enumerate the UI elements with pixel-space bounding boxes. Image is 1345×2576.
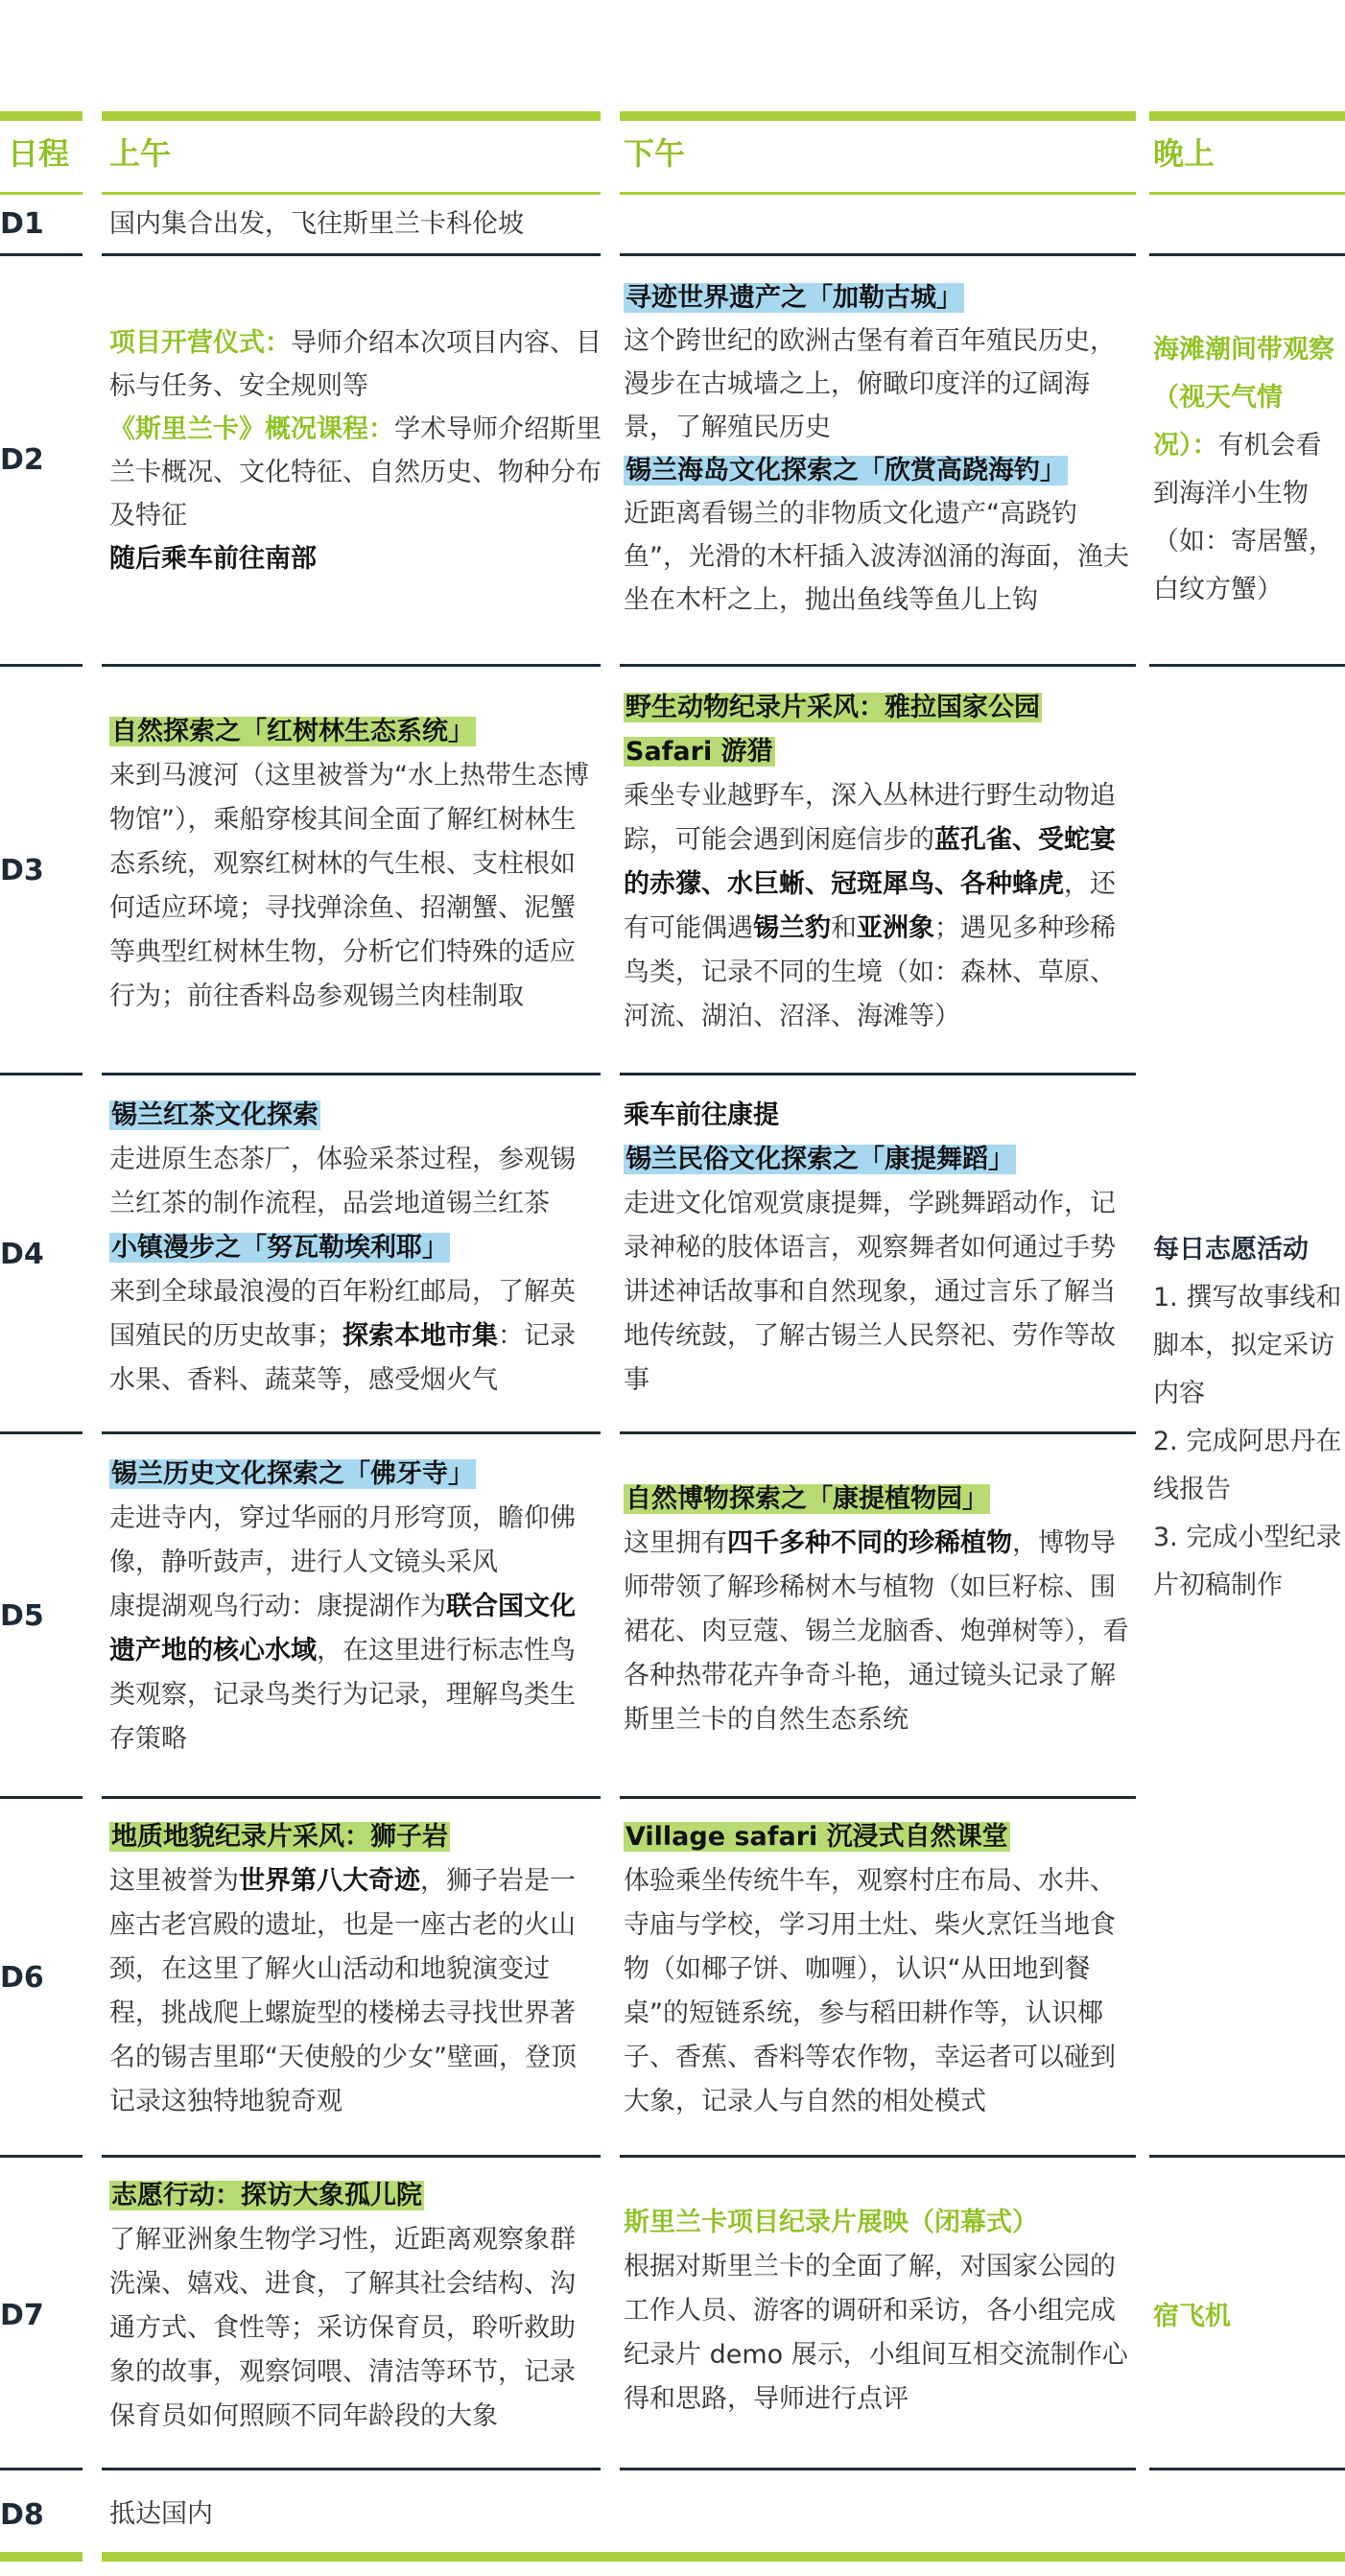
d2-am-title-3: 随后乘车前往南部 <box>109 544 317 574</box>
bottom-bar-day <box>0 2552 83 2562</box>
d2-am-title-2: 《斯里兰卡》概况课程： <box>109 414 394 444</box>
d6-morning <box>109 1815 601 2124</box>
d5-pm-heading: 自然博物探索之「康提植物园」 <box>625 1484 988 1514</box>
header-day: 日程 <box>8 135 70 172</box>
row-rule <box>102 664 601 667</box>
d3-pm-text-b: ，还有可能偶遇 <box>624 869 1116 943</box>
d5-am-heading: 锡兰历史文化探索之「佛牙寺」 <box>111 1459 474 1489</box>
day-label-d3: D3 <box>0 854 44 887</box>
row-rule <box>1149 2155 1345 2158</box>
d2-afternoon <box>624 276 1137 622</box>
day-label-d6: D6 <box>0 1961 44 1995</box>
d5-pm-text-a: 这里拥有 <box>624 1528 727 1558</box>
d2-pm-heading-2: 锡兰海岛文化探索之「欣赏高跷海钓」 <box>625 456 1066 485</box>
row-rule <box>1149 253 1345 256</box>
row-rule <box>102 2155 601 2158</box>
d4-am-heading-1: 锡兰红茶文化探索 <box>111 1100 319 1130</box>
d5-am-text-2b: ，在这里进行标志性鸟类观察，记录鸟类行为记录，理解鸟类生存策略 <box>109 1636 576 1754</box>
d6-am-text-a: 这里被誉为 <box>109 1866 239 1896</box>
d6-am-heading: 地质地貌纪录片采风：狮子岩 <box>111 1822 448 1852</box>
d3-am-heading: 自然探索之「红树林生态系统」 <box>111 717 474 746</box>
d3-pm-heading-2: Safari 游猎 <box>625 737 773 767</box>
d3-pm-text-d: ；遇见多种珍稀鸟类，记录不同的生境（如：森林、草原、河流、湖泊、沼泽、海滩等） <box>624 913 1116 1031</box>
row-rule <box>620 1073 1136 1075</box>
row-rule <box>620 2468 1136 2470</box>
header-underline-morning <box>102 192 601 195</box>
d3-am-text: 来到马渡河（这里被誉为“水上热带生态博物馆”），乘船穿梭其间全面了解红树林生态系统，观察红树林的气生根、支柱根如何适应环境；寻找弹涂鱼、招潮蟹、泥蟹等典型红树林生物，分析它们特殊的适应行为；前往香料岛参观锡兰肉桂制取 <box>109 761 589 1011</box>
header-top-bar-day <box>0 111 83 121</box>
d4-afternoon <box>624 1094 1137 1403</box>
d3-pm-heading-1: 野生动物纪录片采风：雅拉国家公园 <box>625 693 1040 722</box>
d2-am-title-1: 项目开营仪式： <box>109 328 291 358</box>
d3-afternoon <box>624 686 1137 1039</box>
d2-eve-body: 有机会看到海洋小生物（如：寄居蟹，白纹方蟹） <box>1153 431 1334 604</box>
row-rule <box>1149 2468 1345 2470</box>
header-underline-evening <box>1149 192 1345 195</box>
d6-am-bold-1: 世界第八大奇迹 <box>239 1866 420 1896</box>
d4-pm-heading: 锡兰民俗文化探索之「康提舞蹈」 <box>625 1145 1014 1174</box>
d6-pm-heading: Village safari 沉浸式自然课堂 <box>625 1822 1008 1852</box>
header-underline-afternoon <box>620 192 1136 195</box>
header-evening: 晚上 <box>1153 135 1215 172</box>
row-rule <box>620 2155 1136 2158</box>
d3-pm-bold-1: 蓝孔雀、受蛇宴的赤獴、水巨蜥、冠斑犀鸟、各种蜂虎 <box>624 825 1116 899</box>
row-rule <box>620 664 1136 667</box>
volunteer-item-2: 2. 完成阿思丹在线报告 <box>1153 1427 1342 1504</box>
d1-morning: 国内集合出发，飞往斯里兰卡科伦坡 <box>109 209 524 239</box>
row-rule <box>0 253 83 256</box>
day-label-d2: D2 <box>0 443 44 477</box>
row-rule <box>620 1431 1136 1434</box>
d8-morning: 抵达国内 <box>109 2499 213 2529</box>
d4-pm-title: 乘车前往康提 <box>624 1100 779 1130</box>
d7-am-heading: 志愿行动：探访大象孤儿院 <box>111 2181 422 2210</box>
day-label-d5: D5 <box>0 1599 44 1633</box>
day-label-d1: D1 <box>0 207 44 241</box>
d3-pm-text-c: 和 <box>831 913 857 943</box>
d6-am-text-b: ，狮子岩是一座古老宫殿的遗址，也是一座古老的火山颈，在这里了解火山活动和地貌演变过程，挑战爬上螺旋型的楼梯去寻找世界著名的锡吉里耶“天使般的少女”壁画，登顶记录这独特地貌奇观 <box>109 1866 577 2116</box>
d4-am-heading-2: 小镇漫步之「努瓦勒埃利耶」 <box>111 1233 448 1263</box>
row-rule <box>0 2468 83 2470</box>
row-rule <box>0 1073 83 1075</box>
d2-am-body-1: 导师介绍本次项目内容、目标与任务、安全规则等 <box>109 328 602 401</box>
d2-pm-heading-1: 寻迹世界遗产之「加勒古城」 <box>625 283 962 313</box>
header-afternoon: 下午 <box>624 135 686 172</box>
bottom-bar-content <box>102 2552 1345 2562</box>
d5-am-text-2a: 康提湖观鸟行动：康提湖作为 <box>109 1592 446 1621</box>
d6-afternoon <box>624 1815 1137 2124</box>
d2-morning <box>109 321 603 580</box>
d5-pm-bold-1: 四千多种不同的珍稀植物 <box>727 1528 1012 1558</box>
d7-morning <box>109 2174 601 2439</box>
d2-pm-text-2: 近距离看锡兰的非物质文化遗产“高跷钓鱼”，光滑的木杆插入波涛汹涌的海面，渔夫坐在木杆之上，抛出鱼线等鱼儿上钩 <box>624 499 1129 615</box>
volunteer-title: 每日志愿活动 <box>1153 1235 1309 1264</box>
d7-pm-title: 斯里兰卡项目纪录片展映（闭幕式） <box>624 2208 1038 2237</box>
day-label-d4: D4 <box>0 1238 44 1271</box>
row-rule <box>102 1073 601 1075</box>
d3-pm-bold-3: 亚洲象 <box>857 913 934 943</box>
header-morning: 上午 <box>109 135 172 172</box>
row-rule <box>0 664 83 667</box>
day-label-d7: D7 <box>0 2299 44 2332</box>
d4-am-text-2b: ：记录水果、香料、蔬菜等，感受烟火气 <box>109 1321 576 1395</box>
d7-evening <box>1153 2295 1335 2338</box>
d6-pm-text: 体验乘坐传统牛车，观察村庄布局、水井、寺庙与学校，学习用土灶、柴火烹饪当地食物（如椰子饼、咖喱），认识“从田地到餐桌”的短链系统，参与稻田耕作等，认识椰子、香蕉、香料等农作物，幸运者可以碰到大象，记录人与自然的相处模式 <box>624 1866 1116 2116</box>
d7-afternoon <box>624 2201 1137 2422</box>
d5-afternoon <box>624 1477 1137 1742</box>
row-rule <box>620 1796 1136 1799</box>
daily-volunteer <box>1153 1226 1343 1610</box>
volunteer-item-3: 3. 完成小型纪录片初稿制作 <box>1153 1523 1342 1600</box>
d4-morning <box>109 1094 599 1403</box>
d4-pm-text: 走进文化馆观赏康提舞，学跳舞蹈动作，记录神秘的肢体语言，观察舞者如何通过手势讲述神话故事和自然现象，通过言乐了解当地传统鼓，了解古锡兰人民祭祀、劳作等故事 <box>624 1189 1116 1395</box>
row-rule <box>0 2155 83 2158</box>
day-label-d8: D8 <box>0 2498 44 2532</box>
row-rule <box>102 2468 601 2470</box>
d7-am-text: 了解亚洲象生物学习性，近距离观察象群洗澡、嬉戏、进食，了解其社会结构、沟通方式、食性等；采访保育员，聆听救助象的故事，观察饲喂、清洁等环节，记录保育员如何照顾不同年龄段的大象 <box>109 2225 576 2431</box>
header-top-bar-afternoon <box>620 111 1136 121</box>
d4-am-text-1: 走进原生态茶厂，体验采茶过程，参观锡兰红茶的制作流程，品尝地道锡兰红茶 <box>109 1145 576 1218</box>
header-underline-day <box>0 192 83 195</box>
d5-am-text-1: 走进寺内，穿过华丽的月形穹顶，瞻仰佛像，静听鼓声，进行人文镜头采风 <box>109 1503 576 1577</box>
header-top-bar-morning <box>102 111 601 121</box>
row-rule <box>0 1431 83 1434</box>
d2-eve-title: 海滩潮间带观察（视天气情况）： <box>1153 335 1334 461</box>
d5-pm-text-b: ，博物导师带领了解珍稀树木与植物（如巨籽棕、围裙花、肉豆蔻、锡兰龙脑香、炮弹树等），看各种热带花卉争奇斗艳，通过镜头记录了解斯里兰卡的自然生态系统 <box>624 1528 1129 1735</box>
row-rule <box>0 1796 83 1799</box>
d7-eve-text: 宿飞机 <box>1153 2302 1231 2331</box>
d3-pm-text-a: 乘坐专业越野车，深入丛林进行野生动物追踪，可能会遇到闲庭信步的 <box>624 781 1116 855</box>
row-rule <box>620 253 1136 256</box>
d7-pm-text: 根据对斯里兰卡的全面了解，对国家公园的工作人员、游客的调研和采访，各小组完成纪录片 demo 展示，小组间互相交流制作心得和思路，导师进行点评 <box>624 2252 1128 2414</box>
d3-pm-bold-2: 锡兰豹 <box>753 913 831 943</box>
row-rule <box>102 253 601 256</box>
d5-am-bold-1: 联合国文化遗产地的核心水域 <box>109 1592 576 1666</box>
d2-pm-text-1: 这个跨世纪的欧洲古堡有着百年殖民历史，漫步在古城墙之上，俯瞰印度洋的辽阔海景，了解殖民历史 <box>624 326 1116 442</box>
d4-am-text-2a: 来到全球最浪漫的百年粉红邮局，了解英国殖民的历史故事； <box>109 1277 576 1351</box>
row-rule <box>102 1796 601 1799</box>
header-top-bar-evening <box>1149 111 1345 121</box>
d3-morning <box>109 710 601 1019</box>
d2-evening <box>1153 326 1340 614</box>
row-rule <box>1149 664 1345 667</box>
row-rule <box>102 1431 601 1434</box>
d5-morning <box>109 1453 601 1761</box>
d4-am-bold-1: 探索本地市集 <box>342 1321 498 1351</box>
volunteer-item-1: 1. 撰写故事线和脚本，拟定采访内容 <box>1153 1283 1342 1408</box>
d2-am-body-2: 学术导师介绍斯里兰卡概况、文化特征、自然历史、物种分布及特征 <box>109 414 602 531</box>
